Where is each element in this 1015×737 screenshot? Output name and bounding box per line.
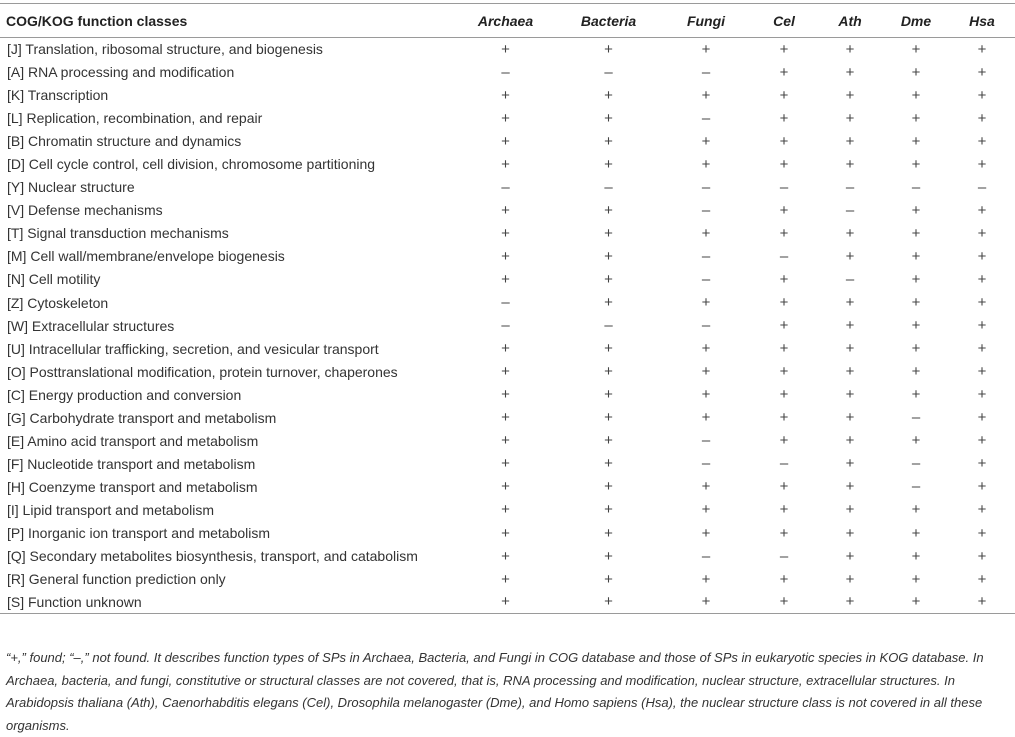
presence-cell: + [701, 570, 711, 588]
presence-cell: + [604, 294, 613, 312]
presence-cell: – [701, 432, 711, 450]
presence-cell: + [779, 270, 789, 288]
presence-cell: + [977, 109, 987, 127]
presence-cell: + [779, 63, 789, 81]
presence-cell: + [501, 386, 510, 404]
presence-cell: + [604, 409, 613, 427]
presence-cell: + [817, 591, 883, 614]
presence-cell: + [701, 86, 711, 104]
presence-cell: + [501, 224, 510, 242]
presence-cell: + [604, 224, 613, 242]
presence-cell: – [501, 178, 510, 196]
presence-cell: + [845, 63, 855, 81]
presence-cell: + [911, 40, 921, 58]
presence-cell: + [977, 340, 987, 358]
table-row [0, 61, 1015, 84]
presence-cell: + [501, 409, 510, 427]
presence-cell: – [501, 294, 510, 312]
presence-cell: + [701, 409, 711, 427]
function-class-cell: [L] Replication, recombination, and repair [7, 110, 263, 127]
column-header-species: Bacteria [556, 4, 661, 38]
presence-cell: + [501, 86, 510, 104]
presence-cell: + [977, 40, 987, 58]
presence-cell: + [845, 455, 855, 473]
presence-cell: + [845, 524, 855, 542]
presence-cell: + [845, 109, 855, 127]
presence-cell: – [701, 317, 711, 335]
presence-cell: + [911, 317, 921, 335]
presence-cell: + [977, 201, 987, 219]
function-class-cell: [M] Cell wall/membrane/envelope biogenesis [7, 248, 285, 265]
function-class-cell: [H] Coenzyme transport and metabolism [7, 478, 258, 495]
presence-cell: – [911, 478, 921, 496]
presence-cell: + [604, 40, 613, 58]
presence-cell: + [501, 501, 510, 519]
table-row [0, 130, 1015, 153]
presence-cell: + [911, 363, 921, 381]
presence-cell: + [977, 547, 987, 565]
function-class-cell: [I] Lipid transport and metabolism [7, 501, 214, 518]
presence-cell: + [501, 455, 510, 473]
presence-cell: + [779, 317, 789, 335]
presence-cell: + [779, 386, 789, 404]
presence-cell: + [911, 270, 921, 288]
presence-cell: + [604, 270, 613, 288]
table-row [0, 591, 1015, 614]
presence-cell: + [977, 570, 987, 588]
table-row [0, 406, 1015, 429]
presence-cell: + [977, 478, 987, 496]
presence-cell: + [779, 501, 789, 519]
presence-cell: + [911, 247, 921, 265]
presence-cell: + [604, 547, 613, 565]
presence-cell: + [845, 363, 855, 381]
table-row [0, 199, 1015, 222]
presence-cell: + [779, 86, 789, 104]
presence-cell: + [779, 478, 789, 496]
table-row [0, 153, 1015, 176]
presence-cell: + [604, 132, 613, 150]
presence-cell: + [845, 386, 855, 404]
presence-cell: + [845, 155, 855, 173]
function-class-cell: [F] Nucleotide transport and metabolism [7, 455, 256, 472]
presence-cell: + [977, 63, 987, 81]
function-class-cell: [B] Chromatin structure and dynamics [7, 133, 242, 150]
presence-cell: + [501, 547, 510, 565]
function-class-cell: [S] Function unknown [0, 591, 455, 614]
presence-cell: + [977, 247, 987, 265]
function-class-cell: [K] Transcription [7, 87, 109, 104]
presence-cell: + [779, 40, 789, 58]
presence-cell: + [845, 224, 855, 242]
presence-cell: + [845, 547, 855, 565]
presence-cell: + [911, 155, 921, 173]
table-row [0, 268, 1015, 291]
presence-cell: – [701, 178, 711, 196]
presence-cell: – [845, 201, 855, 219]
presence-cell: + [501, 201, 510, 219]
presence-cell: + [501, 247, 510, 265]
presence-cell: + [604, 478, 613, 496]
function-class-cell: [E] Amino acid transport and metabolism [7, 432, 259, 449]
presence-cell: + [701, 155, 711, 173]
presence-cell: + [604, 386, 613, 404]
presence-cell: – [779, 455, 789, 473]
presence-cell: – [779, 247, 789, 265]
presence-cell: + [604, 247, 613, 265]
table-row [0, 475, 1015, 498]
presence-cell: + [779, 432, 789, 450]
presence-cell: + [604, 109, 613, 127]
presence-cell: – [604, 63, 613, 81]
presence-cell: + [779, 294, 789, 312]
table-row [0, 291, 1015, 314]
presence-cell: + [779, 132, 789, 150]
function-class-cell: [J] Translation, ribosomal structure, and biogenesis [7, 41, 323, 58]
presence-cell: + [977, 270, 987, 288]
column-header-species: Archaea [455, 4, 556, 38]
table-row [0, 360, 1015, 383]
presence-cell: + [977, 86, 987, 104]
presence-cell: + [911, 340, 921, 358]
presence-cell: + [911, 132, 921, 150]
presence-cell: – [779, 178, 789, 196]
table-row [0, 222, 1015, 245]
function-class-cell: [O] Posttranslational modification, protein turnover, chaperones [7, 363, 398, 380]
presence-cell: + [501, 109, 510, 127]
table-row [0, 38, 1015, 61]
column-header-species: Hsa [949, 4, 1015, 38]
presence-cell: + [501, 570, 510, 588]
presence-cell: + [845, 501, 855, 519]
presence-cell: + [604, 524, 613, 542]
presence-cell: + [977, 386, 987, 404]
presence-cell: – [911, 178, 921, 196]
function-class-cell: [D] Cell cycle control, cell division, chromosome partitioning [7, 156, 376, 173]
function-class-cell: [N] Cell motility [7, 271, 101, 288]
function-class-cell: [C] Energy production and conversion [7, 386, 242, 403]
table-row [0, 383, 1015, 406]
presence-cell: + [701, 294, 711, 312]
function-class-cell: [V] Defense mechanisms [7, 202, 163, 219]
column-header-species: Dme [883, 4, 949, 38]
presence-cell: + [501, 40, 510, 58]
presence-cell: + [911, 201, 921, 219]
presence-cell: – [501, 317, 510, 335]
presence-cell: + [911, 386, 921, 404]
header-row [0, 4, 1015, 38]
presence-cell: + [977, 224, 987, 242]
presence-cell: + [845, 478, 855, 496]
presence-cell: + [845, 432, 855, 450]
presence-cell: + [911, 63, 921, 81]
presence-cell: + [701, 132, 711, 150]
table-row [0, 337, 1015, 360]
presence-cell: + [779, 409, 789, 427]
presence-cell: + [701, 524, 711, 542]
presence-cell: + [977, 524, 987, 542]
presence-cell: + [845, 294, 855, 312]
presence-cell: – [604, 178, 613, 196]
presence-cell: + [701, 340, 711, 358]
presence-cell: + [501, 132, 510, 150]
presence-cell: + [779, 201, 789, 219]
presence-cell: + [701, 224, 711, 242]
function-class-cell: [G] Carbohydrate transport and metabolism [7, 409, 277, 426]
presence-cell: + [845, 86, 855, 104]
table-row [0, 452, 1015, 475]
presence-cell: + [977, 132, 987, 150]
column-header-species: Cel [751, 4, 817, 38]
presence-cell: + [701, 386, 711, 404]
presence-cell: + [455, 591, 556, 614]
presence-cell: + [977, 155, 987, 173]
presence-cell: + [977, 501, 987, 519]
function-class-table [0, 3, 1015, 614]
presence-cell: + [501, 363, 510, 381]
presence-cell: + [779, 224, 789, 242]
function-class-cell: [A] RNA processing and modification [7, 64, 235, 81]
presence-cell: + [604, 501, 613, 519]
presence-cell: + [949, 591, 1015, 614]
table-row [0, 545, 1015, 568]
function-class-cell: [R] General function prediction only [7, 571, 226, 588]
presence-cell: – [701, 270, 711, 288]
column-header-species: Ath [817, 4, 883, 38]
presence-cell: – [701, 109, 711, 127]
column-header-function-class: COG/KOG function classes [0, 4, 455, 38]
presence-cell: + [911, 432, 921, 450]
presence-cell: + [501, 524, 510, 542]
presence-cell: + [845, 340, 855, 358]
presence-cell: – [977, 178, 987, 196]
presence-cell: + [911, 294, 921, 312]
table-row [0, 245, 1015, 268]
function-class-cell: [Q] Secondary metabolites biosynthesis, transport, and catabolism [7, 548, 418, 565]
presence-cell: + [779, 109, 789, 127]
presence-cell: + [604, 340, 613, 358]
presence-cell: + [911, 86, 921, 104]
presence-cell: + [701, 478, 711, 496]
presence-cell: – [845, 178, 855, 196]
presence-cell: + [501, 432, 510, 450]
presence-cell: + [751, 591, 817, 614]
presence-cell: + [977, 409, 987, 427]
presence-cell: – [701, 247, 711, 265]
presence-cell: + [845, 247, 855, 265]
presence-cell: – [779, 547, 789, 565]
presence-cell: + [911, 524, 921, 542]
presence-cell: + [977, 317, 987, 335]
presence-cell: + [845, 317, 855, 335]
presence-cell: – [701, 547, 711, 565]
function-class-cell: [P] Inorganic ion transport and metabolism [7, 525, 271, 541]
table-body [0, 38, 1015, 614]
presence-cell: – [701, 63, 711, 81]
presence-cell: + [779, 524, 789, 542]
presence-cell: + [604, 363, 613, 381]
presence-cell: – [604, 317, 613, 335]
presence-cell: + [604, 455, 613, 473]
presence-cell: + [845, 570, 855, 588]
presence-cell: + [501, 478, 510, 496]
presence-cell: + [701, 40, 711, 58]
presence-cell: + [661, 591, 751, 614]
presence-cell: + [779, 340, 789, 358]
function-class-cell: [U] Intracellular trafficking, secretion, and vesicular transport [7, 340, 379, 357]
presence-cell: – [911, 409, 921, 427]
presence-cell: – [501, 63, 510, 81]
presence-cell: + [845, 409, 855, 427]
presence-cell: + [501, 340, 510, 358]
table-row [0, 84, 1015, 107]
presence-cell: + [977, 455, 987, 473]
presence-cell: + [911, 547, 921, 565]
table-row [0, 568, 1015, 591]
presence-cell: – [911, 455, 921, 473]
presence-cell: + [556, 591, 661, 614]
presence-cell: + [604, 432, 613, 450]
presence-cell: + [604, 86, 613, 104]
presence-cell: + [911, 109, 921, 127]
presence-cell: – [701, 455, 711, 473]
presence-cell: + [845, 132, 855, 150]
presence-cell: + [845, 40, 855, 58]
presence-cell: + [701, 501, 711, 519]
presence-cell: + [779, 363, 789, 381]
presence-cell: + [779, 155, 789, 173]
table-row [0, 176, 1015, 199]
table-row [0, 107, 1015, 130]
presence-cell: + [701, 363, 711, 381]
presence-cell: + [501, 270, 510, 288]
presence-cell: + [883, 591, 949, 614]
presence-cell: + [501, 155, 510, 173]
presence-cell: – [701, 201, 711, 219]
presence-cell: + [779, 570, 789, 588]
presence-cell: + [911, 570, 921, 588]
presence-cell: + [604, 155, 613, 173]
presence-cell: + [977, 294, 987, 312]
column-header-species: Fungi [661, 4, 751, 38]
table-row [0, 498, 1015, 521]
presence-cell: – [845, 270, 855, 288]
function-class-cell: [Y] Nuclear structure [7, 179, 135, 196]
presence-cell: + [604, 570, 613, 588]
presence-cell: + [911, 224, 921, 242]
table-row [0, 314, 1015, 337]
function-class-cell: [T] Signal transduction mechanisms [7, 225, 229, 242]
function-class-cell: [Z] Cytoskeleton [7, 294, 109, 311]
table-footnote: “+,” found; “–,” not found. It describes function types of SPs in Archaea, Bacteria, and Fungi in COG database and those of SPs in eukaryotic species in KOG database. In Archaea, bacteria, and fungi, constitutive or structural classes are not covered, that is, RNA processing and modification, nuclear structure, extracellular structures. In Arabidopsis thaliana (Ath), Caenorhabditis elegans (Cel), Drosophila melanogaster (Dme), and Homo sapiens (Hsa), the nuclear structure class is not covered in all these organisms. [6, 650, 984, 733]
presence-cell: + [911, 501, 921, 519]
table-row [0, 521, 1015, 544]
presence-cell: + [977, 432, 987, 450]
presence-cell: + [977, 363, 987, 381]
table-row [0, 429, 1015, 452]
function-class-cell: [W] Extracellular structures [7, 317, 175, 334]
presence-cell: + [604, 201, 613, 219]
